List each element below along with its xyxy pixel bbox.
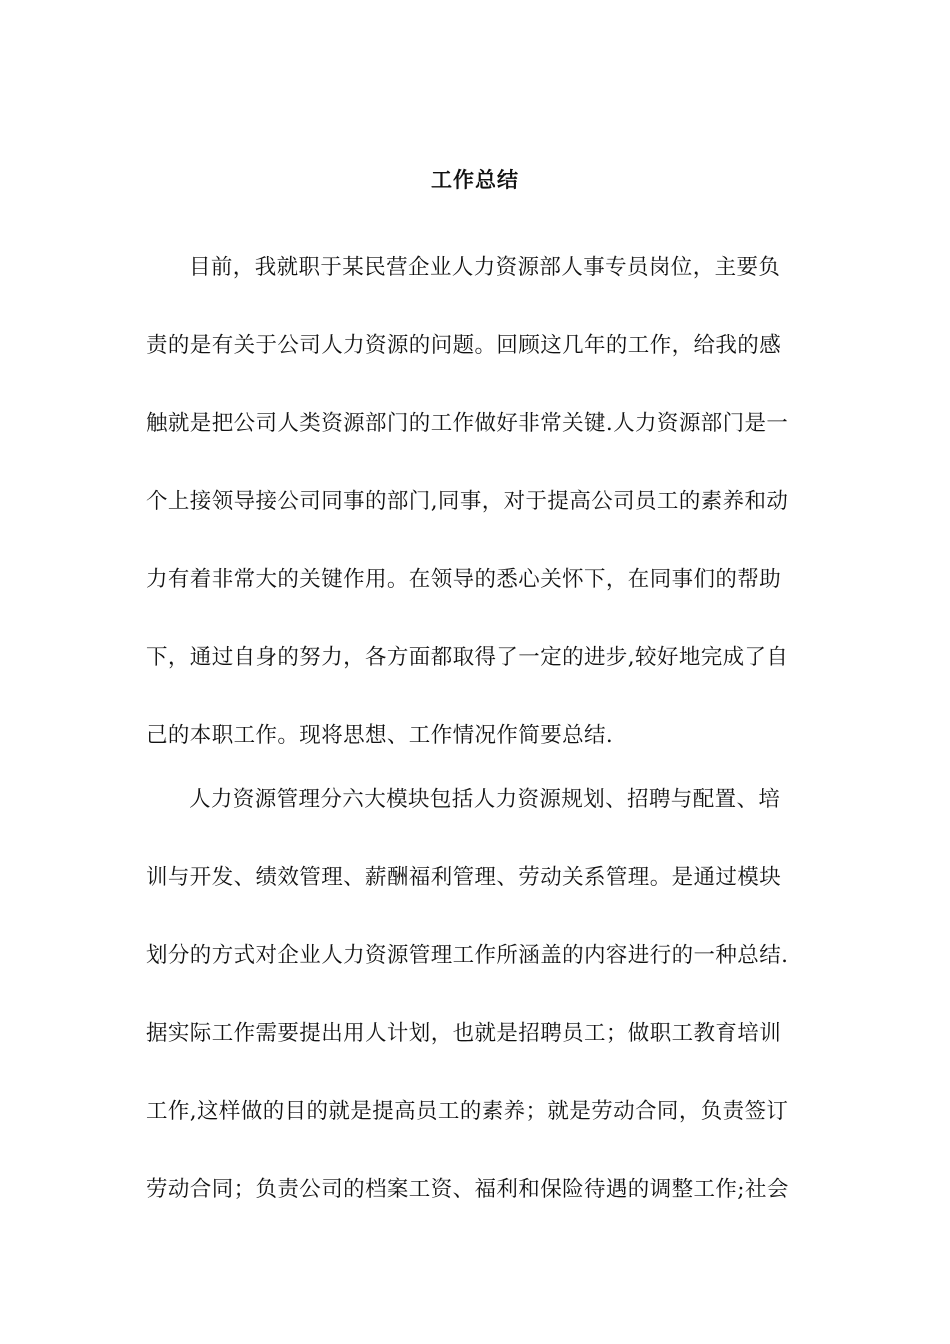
paragraph-2 xyxy=(146,785,806,1205)
text-line: 力有着非常大的关键作用。在领导的悉心关怀下，在同事们的帮助 xyxy=(146,567,782,592)
text-line: 训与开发、绩效管理、薪酬福利管理、劳动关系管理。是通过模块 xyxy=(146,865,782,890)
text-line: 个上接领导接公司同事的部门,同事，对于提高公司员工的素养和动 xyxy=(146,489,789,514)
text-line: 下，通过自身的努力，各方面都取得了一定的进步,较好地完成了自 xyxy=(146,645,789,670)
text-line: 人力资源管理分六大模块包括人力资源规划、招聘与配置、培 xyxy=(189,787,781,812)
text-line: 据实际工作需要提出用人计划，也就是招聘员工；做职工教育培训 xyxy=(146,1021,782,1046)
text-line: 劳动合同；负责公司的档案工资、福利和保险待遇的调整工作;社会 xyxy=(146,1177,789,1202)
text-line: 触就是把公司人类资源部门的工作做好非常关键.人力资源部门是一 xyxy=(146,411,789,436)
document-title: 工作总结 xyxy=(431,168,519,192)
text-line: 划分的方式对企业人力资源管理工作所涵盖的内容进行的一种总结. xyxy=(146,943,789,968)
text-line: 己的本职工作。现将思想、工作情况作简要总结. xyxy=(146,723,614,748)
text-line: 工作,这样做的目的就是提高员工的素养；就是劳动合同，负责签订 xyxy=(146,1099,789,1124)
text-line: 目前，我就职于某民营企业人力资源部人事专员岗位，主要负 xyxy=(189,255,781,280)
text-line: 责的是有关于公司人力资源的问题。回顾这几年的工作，给我的感 xyxy=(146,333,782,358)
paragraph-1 xyxy=(146,253,806,751)
